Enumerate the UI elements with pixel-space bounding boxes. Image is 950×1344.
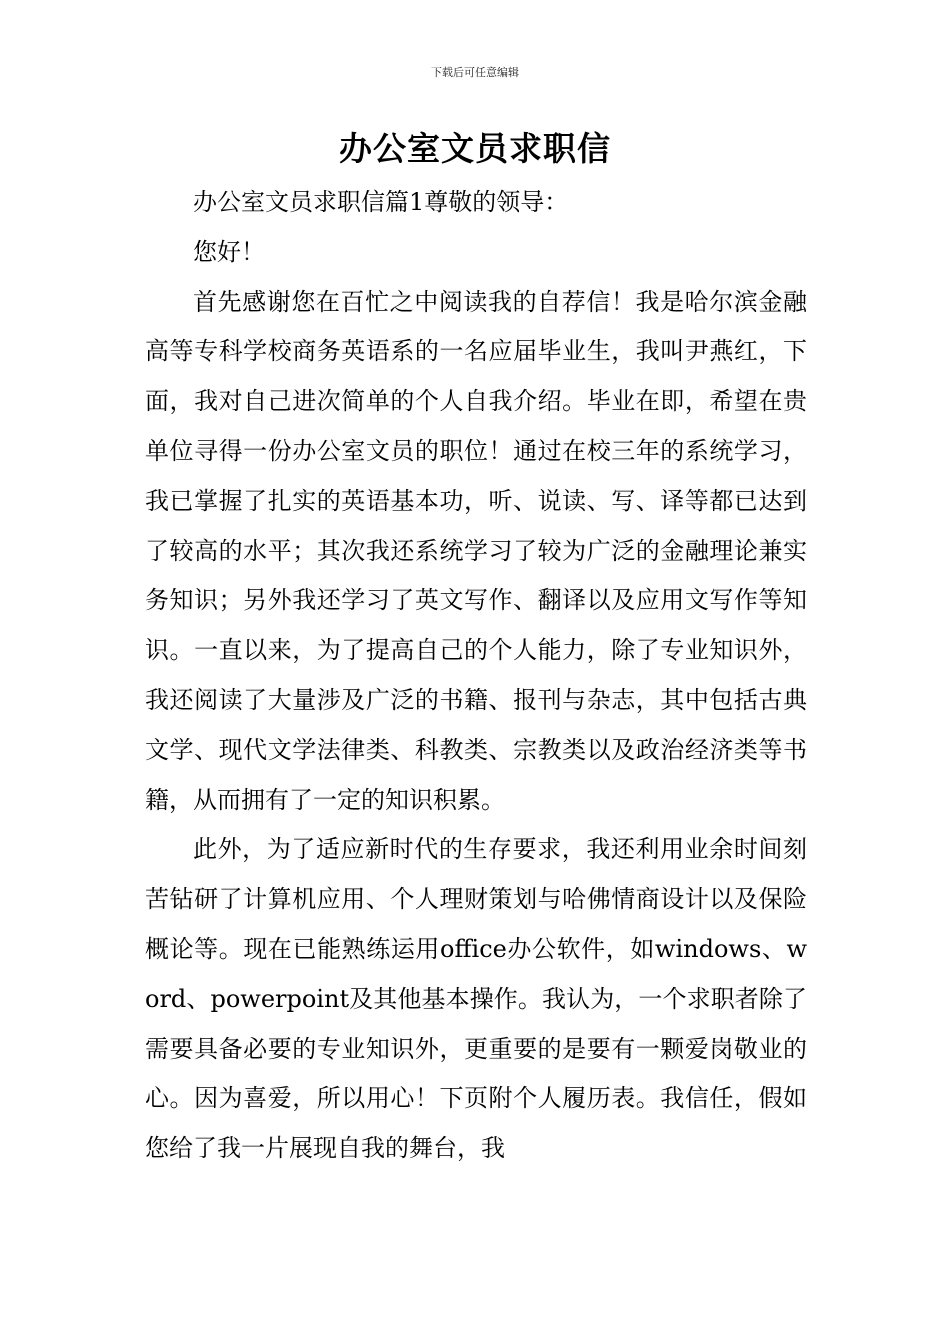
body-paragraph: 首先感谢您在百忙之中阅读我的自荐信！我是哈尔滨金融高等专科学校商务英语系的一名应届毕业生，我叫尹燕红，下面，我对自己进次简单的个人自我介绍。毕业在即，希望在贵单位寻得一份办公室文员的职位！通过在校三年的系统学习，我已掌握了扎实的英语基本功，听、说读、写、译等都已达到了较高的水平；其次我还系统学习了较为广泛的金融理论兼实务知识；另外我还学习了英文写作、翻译以及应用文写作等知识。一直以来，为了提高自己的个人能力，除了专业知识外，我还阅读了大量涉及广泛的书籍、报刊与杂志，其中包括古典文学、现代文学法律类、科教类、宗教类以及政治经济类等书籍，从而拥有了一定的知识积累。	[145, 287, 807, 814]
greeting-line: 您好！	[193, 237, 265, 266]
body-paragraph: 此外，为了适应新时代的生存要求，我还利用业余时间刻苦钻研了计算机应用、个人理财策划与哈佛情商设计以及保险概论等。现在已能熟练运用office办公软件，如windows、word、powerpoint及其他基本操作。我认为，一个求职者除了需要具备必要的专业知识外，更重要的是要有一颗爱岗敬业的心。因为喜爱，所以用心！下页附个人履历表。我信任，假如您给了我一片展现自我的舞台，我	[145, 835, 807, 1163]
header-note: 下载后可任意编辑	[431, 66, 519, 79]
salutation-line: 办公室文员求职信篇1尊敬的领导：	[193, 188, 569, 216]
document-body	[145, 178, 807, 1174]
document-title: 办公室文员求职信	[339, 129, 611, 168]
